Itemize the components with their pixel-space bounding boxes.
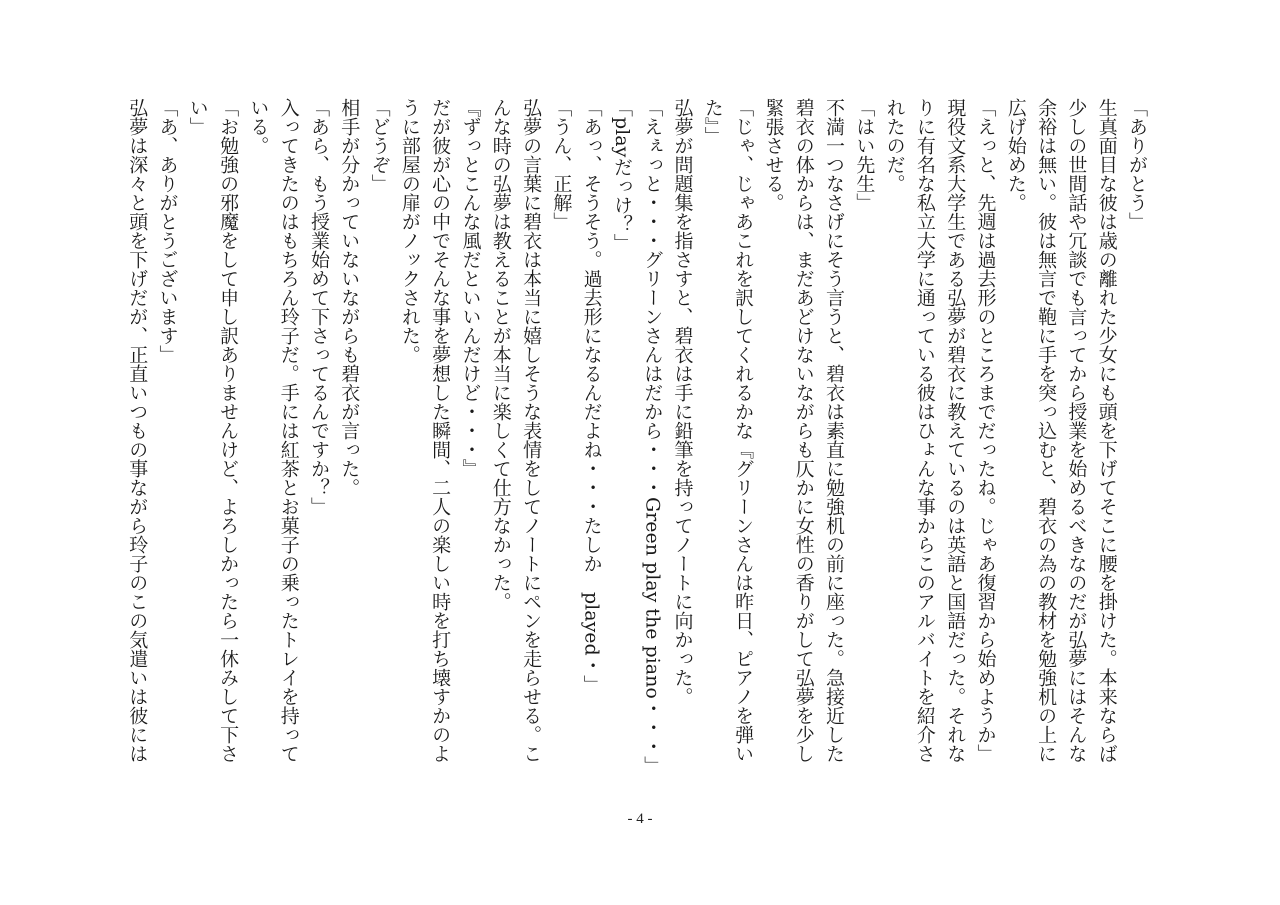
text-line: 余裕は無い。彼は無言で鞄に手を突っ込むと、碧衣の為の教材を勉強机の上に [1035,98,1058,763]
text-line: 「あっ、そうそう。過去形になるんだよね・・・たしか played・」 [580,98,603,694]
text-line: 「ありがとう」 [1126,98,1148,231]
text-line: た』」 [701,98,724,146]
text-line: 「えぇっと・・・グリーンさんはだから・・・Green play the piano・・・」 [641,98,664,775]
text-line: 少しの世間話や冗談でも言ってから授業を始めるべきなのだが弘夢にはそんな [1065,98,1088,763]
text-line: い」 [186,98,209,136]
text-line: 相手が分かっていないながらも碧衣が言った。 [338,98,361,497]
text-line: 「うん、正解」 [550,98,573,231]
text-line: だが彼が心の中でそんな事を夢想した瞬間、二人の楽しい時を打ち壊すかのよ [429,98,452,763]
text-line: いる。 [247,98,270,155]
text-line: りに有名な私立大学に通っている彼はひょんな事からこのアルバイトを紹介さ [913,98,936,763]
text-line: 『ずっとこんな風だといいんだけど・・・』 [459,98,482,478]
text-line: 碧衣の体からは、まだあどけないながらも仄かに女性の香りがして弘夢を少し [792,98,815,763]
text-line: 広げ始めた。 [1004,98,1027,212]
text-line: 「はい先生」 [853,98,876,212]
text-line: 「どうぞ」 [368,98,391,193]
text-line: 生真面目な彼は歳の離れた少女にも頭を下げてそこに腰を掛けた。本来ならば [1095,98,1118,763]
text-line: んな時の弘夢は教えることが本当に楽しくて仕方なかった。 [489,98,512,611]
text-line: 緊張させる。 [762,98,785,212]
page-number: - 4 - [627,811,653,827]
text-line: 「あら、もう授業始めて下さってるんですか？」 [307,98,330,516]
text-line: 弘夢は深々と頭を下げだが、正直いつもの事ながら玲子のこの気遣いは彼には [126,98,149,763]
text-line: れたのだ。 [883,98,906,193]
text-line: 「お勉強の邪魔をして申し訳ありませんけど、よろしかったら一休みして下さ [217,98,240,763]
text-line: 弘夢が問題集を指さすと、碧衣は手に鉛筆を持ってノートに向かった。 [671,98,694,706]
text-line: 現役文系大学生である弘夢が碧衣に教えているのは英語と国語だった。それな [944,98,967,763]
text-line: うに部屋の扉がノックされた。 [398,98,421,364]
text-line: 不満一つなさげにそう言うと、碧衣は素直に勉強机の前に座った。急接近した [823,98,846,763]
vertical-text-body [122,98,1152,792]
text-line: 「えっと、先週は過去形のところまでだったね。じゃあ復習から始めようか」 [974,98,997,763]
text-line: 弘夢の言葉に碧衣は本当に嬉しそうな表情をしてノートにペンを走らせる。こ [520,98,543,763]
text-line: 「playだっけ？」 [610,98,633,253]
text-line: 「じゃ、じゃあこれを訳してくれるかな『グリーンさんは昨日、ピアノを弾い [732,98,755,763]
text-line: 「あ、ありがとうございます」 [156,98,179,364]
text-line: 入ってきたのはもちろん玲子だ。手には紅茶とお菓子の乗ったトレイを持って [277,98,300,763]
